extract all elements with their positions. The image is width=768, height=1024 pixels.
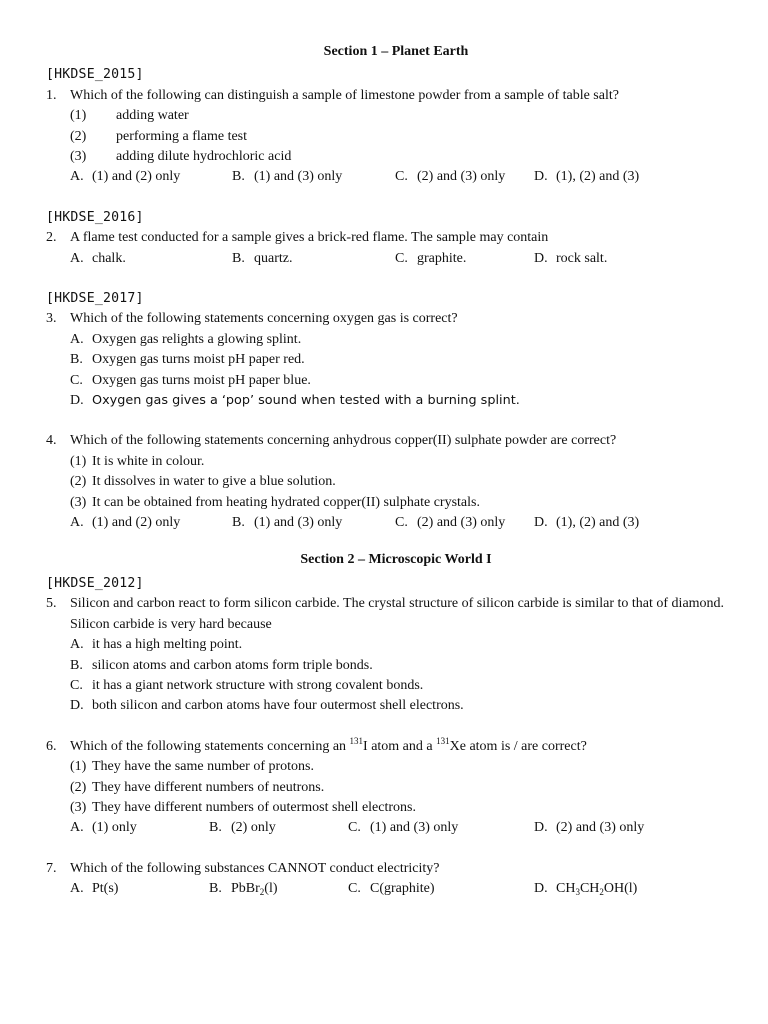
question-text: Which of the following statements concerning an $^{131}$I atom and a $^{131}$Xe atom is / are correct? xyxy=(70,735,587,754)
option-c: C. C(graphite) xyxy=(348,881,435,897)
statement-item: (1) It is white in colour. xyxy=(70,453,205,469)
option-c: C. (2) and (3) only xyxy=(395,169,506,185)
option-a: A. Oxygen gas relights a glowing splint. xyxy=(70,331,302,347)
question-number: 1. xyxy=(46,87,57,103)
option-d: D. (2) and (3) only xyxy=(534,820,645,836)
question-text: Which of the following substances CANNOT conduct electricity? xyxy=(70,860,440,876)
statement-item: (1) adding water xyxy=(70,108,189,124)
answer-options-row xyxy=(46,818,746,838)
question-3 xyxy=(46,309,746,329)
statement-item: (2) It dissolves in water to give a blue solution. xyxy=(70,474,336,490)
option-d: D. Oxygen gas gives a ‘pop’ sound when tested with a burning splint. xyxy=(70,393,520,409)
option-a: A. Pt(s) xyxy=(70,881,119,897)
option-b: B. quartz. xyxy=(232,250,293,266)
section-1-title: Section 1 – Planet Earth xyxy=(323,44,469,59)
question-text: Which of the following can distinguish a sample of limestone powder from a sample of table salt? xyxy=(70,87,619,103)
question-text: A flame test conducted for a sample gives a brick-red flame. The sample may contain xyxy=(70,230,549,246)
statement-item: (1) They have the same number of protons. xyxy=(70,759,314,775)
option-b: B. (1) and (3) only xyxy=(232,169,343,185)
answer-options-row xyxy=(46,249,746,269)
option-c: C. it has a giant network structure with strong covalent bonds. xyxy=(70,677,424,693)
option-b: B. PbBr$_2$(l) xyxy=(209,881,278,898)
q3-source-tag: [HKDSE_2017] xyxy=(46,291,144,307)
option-d: D. both silicon and carbon atoms have four outermost shell electrons. xyxy=(70,698,464,714)
option-b: B. Oxygen gas turns moist pH paper red. xyxy=(70,352,305,368)
question-text: Silicon and carbon react to form silicon carbide. The crystal structure of silicon carbide is similar to that of diamond. Silicon carbide is very hard because xyxy=(70,596,725,632)
q1-source-tag: [HKDSE_2015] xyxy=(46,67,144,83)
q5-source-tag: [HKDSE_2012] xyxy=(46,575,144,591)
statement-item: (2) They have different numbers of neutrons. xyxy=(70,779,325,795)
question-1 xyxy=(46,86,746,106)
question-2 xyxy=(46,228,746,248)
question-4 xyxy=(46,431,746,451)
option-a: A. (1) and (2) only xyxy=(70,515,181,531)
statement-item: (2) performing a flame test xyxy=(70,128,248,144)
question-number: 5. xyxy=(46,596,57,612)
question-number: 6. xyxy=(46,738,57,754)
statement-item: (3) It can be obtained from heating hydrated copper(II) sulphate crystals. xyxy=(70,494,480,510)
option-b: B. silicon atoms and carbon atoms form triple bonds. xyxy=(70,657,373,673)
statement-item: (3) They have different numbers of outermost shell electrons. xyxy=(70,799,416,815)
option-d: D. (1), (2) and (3) xyxy=(534,515,640,531)
option-d: D. (1), (2) and (3) xyxy=(534,169,640,185)
answer-options-row xyxy=(46,513,746,533)
worksheet-page xyxy=(46,42,746,900)
option-c: C. (1) and (3) only xyxy=(348,820,459,836)
question-number: 2. xyxy=(46,230,57,246)
question-text: Which of the following statements concerning oxygen gas is correct? xyxy=(70,311,458,327)
answer-options-row xyxy=(46,879,746,899)
answer-options-row xyxy=(46,167,746,187)
option-c: C. graphite. xyxy=(395,250,467,266)
question-number: 3. xyxy=(46,311,57,327)
option-c: C. Oxygen gas turns moist pH paper blue. xyxy=(70,372,311,388)
option-a: A. it has a high melting point. xyxy=(70,637,243,653)
option-a: A. (1) only xyxy=(70,820,137,836)
option-b: B. (2) only xyxy=(209,820,276,836)
mass-number-superscript: 131 xyxy=(349,735,364,746)
option-c: C. (2) and (3) only xyxy=(395,515,506,531)
statement-item: (3) adding dilute hydrochloric acid xyxy=(70,149,292,165)
question-6 xyxy=(46,737,746,757)
option-a: A. chalk. xyxy=(70,250,126,266)
question-7 xyxy=(46,859,746,879)
question-text: Which of the following statements concerning anhydrous copper(II) sulphate powder are correct? xyxy=(70,433,617,449)
question-5 xyxy=(46,594,746,635)
option-b: B. (1) and (3) only xyxy=(232,515,343,531)
option-a: A. (1) and (2) only xyxy=(70,169,181,185)
question-number: 7. xyxy=(46,860,57,876)
question-number: 4. xyxy=(46,433,57,449)
mass-number-superscript: 131 xyxy=(436,735,450,746)
option-d: D. $CH_3CH_2OH(l)$ xyxy=(534,881,638,898)
section-2-title: Section 2 – Microscopic World I xyxy=(300,552,492,568)
q2-source-tag: [HKDSE_2016] xyxy=(46,209,144,225)
option-d: D. rock salt. xyxy=(534,250,608,266)
